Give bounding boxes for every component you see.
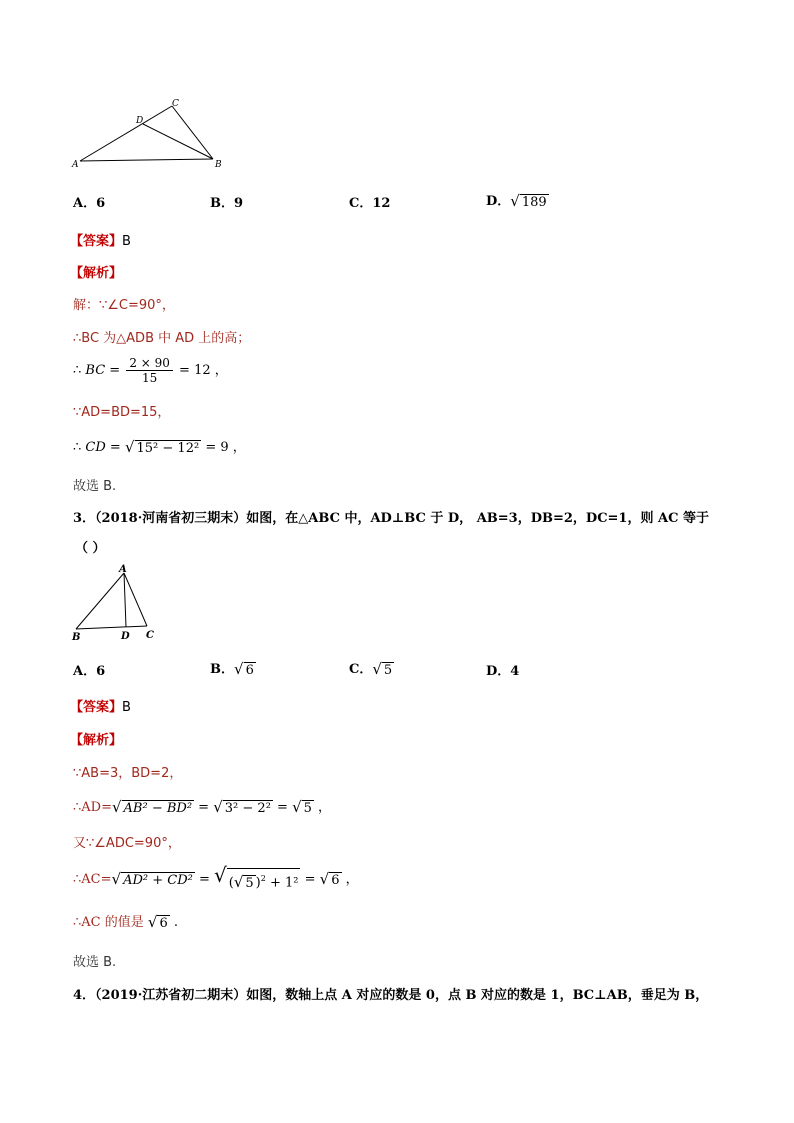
sqrt-nested-5-plus-1: √ ( √ 5 )$^2$ + 1² <box>214 863 299 892</box>
triangle-figure-1 <box>68 98 233 170</box>
fig1-label-a: A <box>72 160 79 170</box>
q2-line-5: ∴ CD = √ 15² − 12² = 9 ， <box>73 438 246 456</box>
sqrt-ab2-bd2: √ AB² − BD² <box>111 798 193 816</box>
sqrt-6-value: √ 6 <box>147 913 168 931</box>
sqrt-15sq-minus-12sq: √ 15² − 12² <box>124 438 200 456</box>
sqrt-6-result: √ 6 <box>319 870 340 889</box>
sqrt-ad2-cd2: √ AD² + CD² <box>111 870 193 889</box>
q3-stem-line-2: （ ） <box>75 541 106 556</box>
q3-line-1: ∵AB=3，BD=2， <box>73 766 183 781</box>
q3-line-3: 又∵∠ADC=90°， <box>73 836 181 851</box>
q3-option-d: D．4 <box>486 664 520 679</box>
q4-stem: 4．（2019·江苏省初二期末）如图，数轴上点 A 对应的数是 0，点 B 对应的数是 1，BC⊥AB，垂足为 B， <box>73 988 709 1003</box>
q3-line-2: ∴AD= √ AB² − BD² = √ 3² − 2² = √ 5 ， <box>73 798 332 816</box>
q2-line-3: ∴ BC = $\frac{2 \times 90}{15}$ = 12 ， <box>73 356 228 385</box>
q3-option-c: C． √ 5 <box>349 660 393 678</box>
fig1-label-c: C <box>172 99 179 109</box>
q3-analysis-tag: 【解析】 <box>70 733 123 748</box>
fig2-label-c: C <box>146 630 154 641</box>
q2-answer-tag: 【答案】 <box>70 234 123 249</box>
q2-line-1: 解：∵∠C=90°， <box>73 298 175 313</box>
q2-line-6: 故选 B. <box>73 479 117 494</box>
sqrt-3sq-2sq: √ 3² − 2² <box>213 798 271 816</box>
q3-stem-line-1: 3．（2018·河南省初三期末）如图，在△ABC 中，AD⊥BC 于 D， AB=3，DB=2，DC=1，则 AC 等于 <box>73 511 709 526</box>
q2-option-a: A．6 <box>73 196 106 211</box>
fig2-label-b: B <box>72 632 81 643</box>
q3-option-b: B． √ 6 <box>210 660 254 678</box>
q3-answer-line <box>70 696 131 715</box>
sqrt-6: √ 6 <box>234 660 254 678</box>
fig1-label-b: B <box>215 160 222 170</box>
q2-option-c: C．12 <box>349 196 391 211</box>
fig2-label-a: A <box>119 564 127 575</box>
triangle-figure-2 <box>68 560 168 644</box>
q3-line-6: 故选 B. <box>73 955 117 970</box>
q2-answer-value: B <box>122 234 131 249</box>
fig1-label-d: D <box>136 116 144 126</box>
q3-answer-tag: 【答案】 <box>70 700 123 715</box>
q2-option-b: B．9 <box>210 196 244 211</box>
q3-option-a: A．6 <box>73 664 106 679</box>
sqrt-189: √ 189 <box>510 192 547 210</box>
q3-line-4: ∴AC= √ AD² + CD² = √ ( √ 5 )$^2$ + 1² = √ 6 ， <box>73 863 359 892</box>
sqrt-5-result: √ 5 <box>292 798 312 816</box>
q2-analysis-tag: 【解析】 <box>70 266 123 281</box>
q2-option-d <box>486 190 549 211</box>
q3-answer-value: B <box>122 700 131 715</box>
q2-line-2: ∴BC 为△ADB 中 AD 上的高； <box>73 331 251 346</box>
q3-line-5: ∴AC 的值是 √ 6 . <box>73 913 178 931</box>
sqrt-5: √ 5 <box>372 660 393 678</box>
q2-line-4: ∵AD=BD=15， <box>73 405 171 420</box>
fraction-2x90-over-15: $\frac{2 \times 90}{15}$ <box>126 356 173 385</box>
q2-option-d-prefix: D． <box>486 194 511 209</box>
q2-answer-line <box>70 230 131 249</box>
fig2-label-d: D <box>121 631 130 642</box>
